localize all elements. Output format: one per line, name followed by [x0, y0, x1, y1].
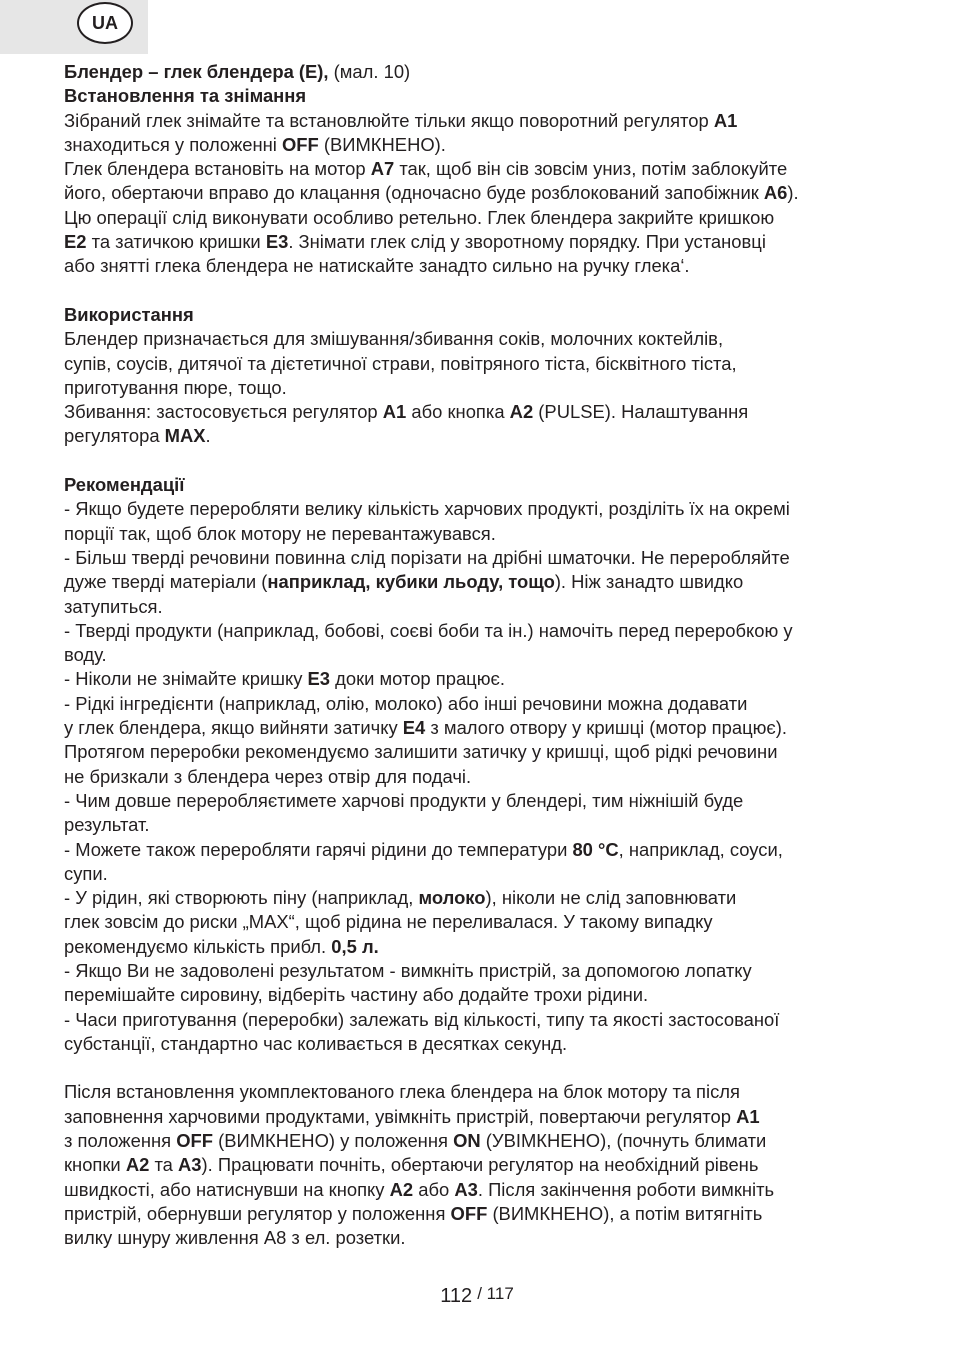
list-item-line: - У рідин, які створюють піну (наприклад, молоко), ніколи не слід заповнювати — [64, 887, 737, 909]
list-item — [64, 619, 904, 668]
text-line: Цю операції слід виконувати особливо ретельно. Глек блендера закрийте кришкою — [64, 206, 775, 228]
text-line: Зібраний глек знімайте та встановлюйте тільки якщо поворотний регулятор A1 — [64, 109, 738, 131]
list-item-line: - Часи приготування (переробки) залежать від кількості, типу та якості застосованої — [64, 1008, 780, 1030]
text-line: приготування пюре, тощо. — [64, 376, 287, 398]
language-tab — [0, 0, 148, 54]
text-line: пристрій, обернувши регулятор у положення OFF (ВИМКНЕНО), а потім витягніть — [64, 1202, 763, 1224]
list-item-line: воду. — [64, 644, 107, 666]
list-item — [64, 789, 904, 838]
usage-title: Використання — [64, 303, 194, 325]
list-item — [64, 1008, 904, 1057]
list-item-line: не бризкали з блендера через отвір для подачі. — [64, 765, 472, 787]
recommendations-title: Рекомендації — [64, 474, 185, 496]
list-item-line: дуже тверді матеріали (наприклад, кубики льоду, тощо). Ніж занадто швидко — [64, 571, 744, 593]
text-line: кнопки A2 та A3). Працювати почніть, обертаючи регулятор на необхідний рівень — [64, 1154, 759, 1176]
list-item-line: глек зовсім до риски „MAX“, щоб рідина не переливалася. У такому випадку — [64, 911, 713, 933]
list-item-line: - Більш тверді речовини повинна слід порізати на дрібні шматочки. Не переробляйте — [64, 546, 790, 568]
text-line: Після встановлення укомплектованого глека блендера на блок мотору та після — [64, 1081, 740, 1103]
text-line: регулятора MAX. — [64, 425, 211, 447]
list-item-line: - Чим довше переробляєтимете харчові продукти у блендері, тим ніжнішій буде — [64, 789, 744, 811]
text-line: Глек блендера встановіть на мотор A7 так, щоб він сів зовсім униз, потім заблокуйте — [64, 158, 788, 180]
list-item-line: у глек блендера, якщо вийняти затичку E4 з малого отвору у кришці (мотор працює). — [64, 717, 788, 739]
list-item-line: Протягом переробки рекомендуємо залишити затичку у кришці, щоб рідкі речовини — [64, 741, 778, 763]
text-line: з положення OFF (ВИМКНЕНО) у положення ON (УВІМКНЕНО), (почнуть блимати — [64, 1130, 767, 1152]
recommendations-list — [64, 497, 904, 1056]
text-line: його, обертаючи вправо до клацання (одночасно буде розблокований запобіжник A6). — [64, 182, 799, 204]
list-item-line: - Тверді продукти (наприклад, бобові, соєві боби та ін.) намочіть перед переробкою у — [64, 619, 793, 641]
list-item — [64, 546, 904, 619]
text-line: Збивання: застосовується регулятор A1 або кнопка A2 (PULSE). Налаштування — [64, 401, 749, 423]
text-line: швидкості, або натиснувши на кнопку A2 або A3. Після закінчення роботи вимкніть — [64, 1178, 775, 1200]
text-line: Блендер призначається для змішування/збивання соків, молочних коктейлів, — [64, 328, 724, 350]
text-line: заповнення харчовими продуктами, увімкніть пристрій, повертаючи регулятор A1 — [64, 1105, 760, 1127]
usage-text — [64, 327, 904, 448]
document-body — [64, 60, 904, 1251]
list-item-line: порції так, щоб блок мотору не перевантажувався. — [64, 522, 496, 544]
list-item-line: - Ніколи не знімайте кришку E3 доки мотор працює. — [64, 668, 505, 690]
list-item-line: супи. — [64, 862, 108, 884]
page-current: 112 — [440, 1285, 473, 1307]
list-item-line: затупиться. — [64, 595, 163, 617]
page-number — [0, 1284, 954, 1309]
list-item-line: результат. — [64, 814, 150, 836]
page-total: / 117 — [477, 1284, 514, 1303]
list-item — [64, 692, 904, 789]
text-line: або знятті глека блендера не натискайте занадто сильно на ручку глека‘. — [64, 255, 690, 277]
text-line: знаходиться у положенні OFF (ВИМКНЕНО). — [64, 133, 446, 155]
section-heading: Блендер – глек блендера (E), (мал. 10) — [64, 61, 411, 82]
list-item-line: рекомендуємо кількість прибл. 0,5 л. — [64, 935, 379, 957]
list-item — [64, 886, 904, 959]
list-item-line: - Якщо будете переробляти велику кількість харчових продукті, розділіть їх на окремі — [64, 498, 790, 520]
list-item-line: - Якщо Ви не задоволені результатом - вимкніть пристрій, за допомогою лопатку — [64, 959, 752, 981]
text-line: супів, соусів, дитячої та дієтетичної страви, повітряного тіста, бісквітного тіста, — [64, 352, 737, 374]
list-item-line: - Можете також переробляти гарячі рідини до температури 80 °C, наприклад, соуси, — [64, 838, 783, 860]
list-item-line: - Рідкі інгредієнти (наприклад, олію, молоко) або інші речовини можна додавати — [64, 692, 748, 714]
list-item — [64, 959, 904, 1008]
closing-text — [64, 1080, 904, 1250]
list-item-line: субстанції, стандартно час коливається в десятках секунд. — [64, 1032, 568, 1054]
list-item-line: перемішайте сировину, відберіть частину або додайте трохи рідини. — [64, 984, 649, 1006]
text-line: вилку шнуру живлення A8 з ел. розетки. — [64, 1227, 406, 1249]
text-line: E2 та затичкою кришки E3. Знімати глек слід у зворотному порядку. При установці — [64, 231, 766, 253]
list-item — [64, 838, 904, 887]
install-text — [64, 109, 904, 279]
install-title: Встановлення та знімання — [64, 85, 307, 107]
list-item — [64, 667, 904, 691]
list-item — [64, 497, 904, 546]
language-badge: UA — [77, 2, 133, 44]
